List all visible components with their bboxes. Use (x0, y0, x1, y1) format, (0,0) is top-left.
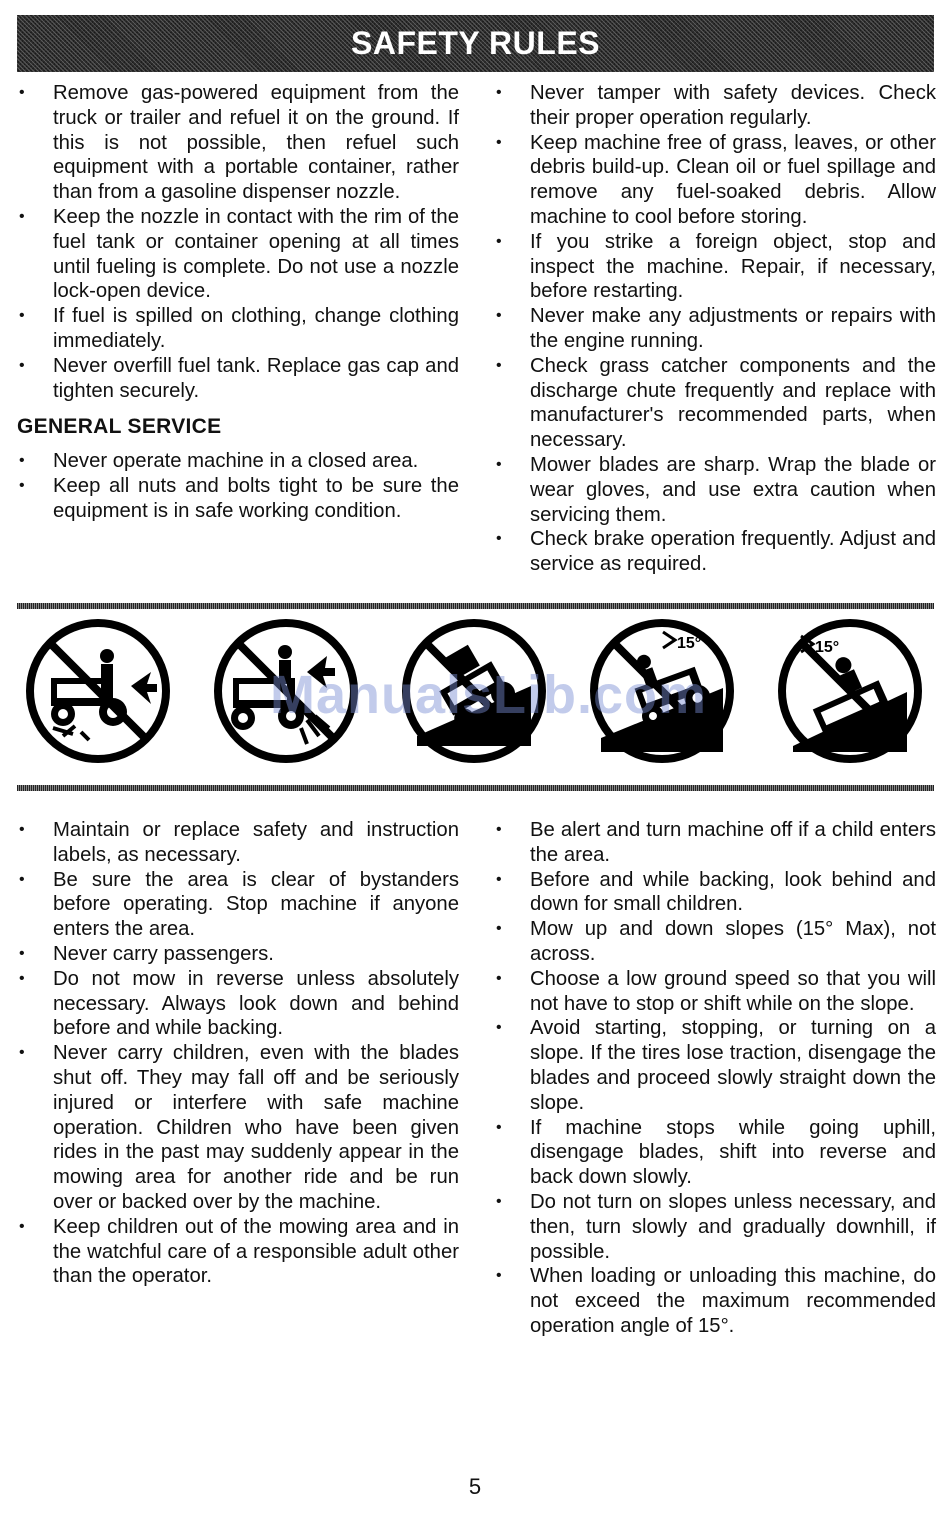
slope-rules-list (494, 818, 936, 1339)
list-item: • Check grass catcher components and the discharge chute frequently and replace with manufacturer's recommended parts, when necessary. (494, 354, 936, 453)
list-item: • Keep machine free of grass, leaves, or other debris build-up. Clean oil or fuel spillage and remove any fuel-soaked debris. Allow machine to cool before storing. (494, 131, 936, 230)
list-item: • Never carry children, even with the blades shut off. They may fall off and be seriously injured or interfere with safe machine operation. Children who have been given rides in the past may suddenly appear in the mowing area for another ride and be run over or backed over by the machine. (17, 1041, 459, 1215)
general-service-list (17, 449, 459, 523)
list-item: • Do not turn on slopes unless necessary, and then, turn slowly and gradually downhill, if possible. (494, 1190, 936, 1264)
list-item: • Check brake operation frequently. Adjust and service as required. (494, 527, 936, 577)
bottom-right-column (494, 818, 936, 1339)
list-item: • Never overfill fuel tank. Replace gas cap and tighten securely. (17, 354, 459, 404)
section-heading-general-service: GENERAL SERVICE (17, 415, 222, 439)
angle-label: 15° (677, 635, 702, 652)
list-item: • Maintain or replace safety and instruction labels, as necessary. (17, 818, 459, 868)
top-right-column (494, 81, 936, 577)
list-item: • If you strike a foreign object, stop and inspect the machine. Repair, if necessary, before restarting. (494, 230, 936, 304)
list-item: • Remove gas-powered equipment from the truck or trailer and refuel it on the ground. If this is not possible, then refuel such equipment with a portable container, rather than from a gasoline dispenser nozzle. (17, 81, 459, 205)
list-item: • Avoid starting, stopping, or turning on a slope. If the tires lose traction, disengage the blades and proceed slowly straight down the slope. (494, 1016, 936, 1115)
list-item: • Keep the nozzle in contact with the rim of the fuel tank or container opening at all times until fueling is complete. Do not use a nozzle lock-open device. (17, 205, 459, 304)
list-item: • When loading or unloading this machine, do not exceed the maximum recommended operation angle of 15°. (494, 1264, 936, 1338)
list-item: • Never carry passengers. (17, 942, 459, 967)
list-item: • If fuel is spilled on clothing, change clothing immediately. (17, 304, 459, 354)
angle-label: 15° (815, 639, 840, 656)
list-item: • Do not mow in reverse unless absolutely necessary. Always look down and behind before and while backing. (17, 967, 459, 1041)
watermark: ManualsLib.com (270, 665, 708, 725)
list-item: • Mower blades are sharp. Wrap the blade or wear gloves, and use extra caution when servicing them. (494, 453, 936, 527)
no-discharge-at-bystanders-icon (23, 616, 173, 766)
section-banner (17, 15, 934, 72)
list-item: • Mow up and down slopes (15° Max), not across. (494, 917, 936, 967)
divider-bottom (17, 785, 934, 791)
list-item: • Keep all nuts and bolts tight to be sure the equipment is in safe working condition. (17, 474, 459, 524)
list-item: • Choose a low ground speed so that you will not have to stop or shift while on the slope. (494, 967, 936, 1017)
list-item: • Never make any adjustments or repairs with the engine running. (494, 304, 936, 354)
list-item: • Keep children out of the mowing area and in the watchful care of a responsible adult other than the operator. (17, 1215, 459, 1289)
top-left-column (17, 81, 459, 524)
list-item: • Never operate machine in a closed area. (17, 449, 459, 474)
list-item: • If machine stops while going uphill, disengage blades, shift into reverse and back down slowly. (494, 1116, 936, 1190)
page-title: SAFETY RULES (351, 25, 600, 61)
fuel-rules-list (17, 81, 459, 403)
operation-rules-list (17, 818, 459, 1289)
service-rules-list (494, 81, 936, 577)
list-item: • Be alert and turn machine off if a child enters the area. (494, 818, 936, 868)
page-number: 5 (468, 1474, 482, 1499)
list-item: • Be sure the area is clear of bystanders before operating. Stop machine if anyone enters the area. (17, 868, 459, 942)
list-item: • Before and while backing, look behind and down for small children. (494, 868, 936, 918)
bottom-left-column (17, 818, 459, 1289)
list-item: • Never tamper with safety devices. Check their proper operation regularly. (494, 81, 936, 131)
no-slope-across-15-icon (775, 616, 925, 766)
divider-top (17, 603, 934, 609)
